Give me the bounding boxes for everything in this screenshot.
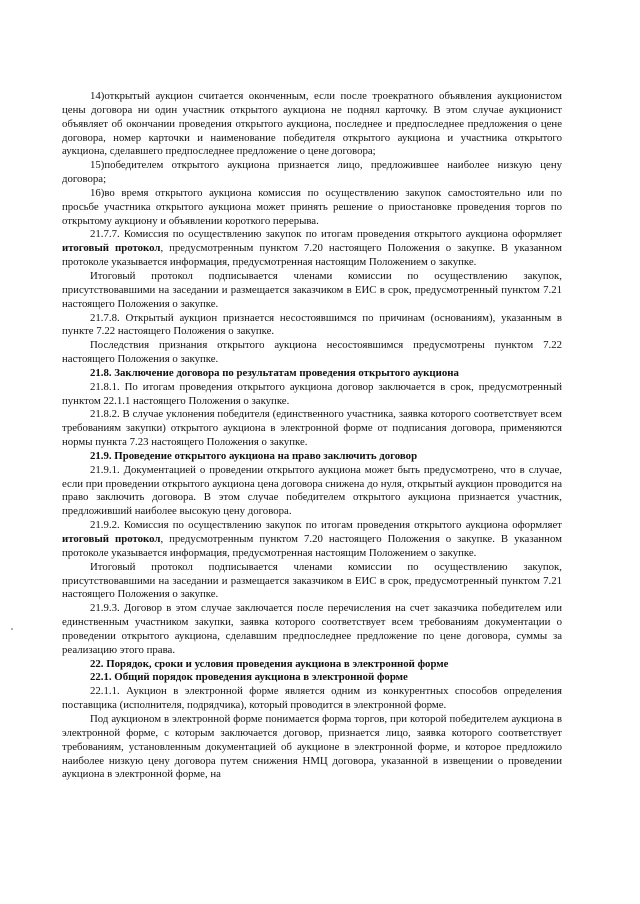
text-run: 21.9.2. Комиссия по осуществлению закупок по итогам проведения открытого аукциона оформляет xyxy=(90,519,562,532)
paragraph-21-7-7 xyxy=(62,228,562,270)
paragraph-21-7-8: 21.7.8. Открытый аукцион признается несостоявшимся по причинам (основаниям), указанным в пункте 7.22 настоящего Положения о закупке. xyxy=(62,311,562,338)
paragraph-16: 16)во время открытого аукциона комиссия по осуществлению закупок самостоятельно или по просьбе участника открытого аукциона может принять решение о приостановке проведения торгов по открытому аукциону и объявлении короткого перерыва. xyxy=(62,186,562,227)
paragraph-consequences: Последствия признания открытого аукциона несостоявшимся предусмотрены пунктом 7.22 настоящего Положения о закупке. xyxy=(62,339,562,366)
paragraph-21-8-2: 21.8.2. В случае уклонения победителя (единственного участника, заявка которого соответствует всем требованиям закупки) открытого аукциона в электронной форме от подписания договора, применяются нормы пункта 7.23 настоящего Положения о закупке. xyxy=(62,408,562,449)
text-run: , предусмотренным пунктом 7.20 настоящего Положения о закупке. В указанном протоколе указывается информация, предусмотренная настоящим Положением о закупке. xyxy=(62,533,562,559)
scan-speck xyxy=(11,628,13,630)
paragraph-22-1-1: 22.1.1. Аукцион в электронной форме является одним из конкурентных способов определения поставщика (исполнителя, подрядчика), который проводится в электронной форме. xyxy=(62,685,562,712)
text-run: , предусмотренным пунктом 7.20 настоящего Положения о закупке. В указанном протоколе указывается информация, предусмотренная настоящим Положением о закупке. xyxy=(62,242,562,269)
paragraph-15: 15)победителем открытого аукциона признается лицо, предложившее наиболее низкую цену договора; xyxy=(62,159,562,186)
heading-21-8: 21.8. Заключение договора по результатам проведения открытого аукциона xyxy=(90,366,459,379)
paragraph-14: 14)открытый аукцион считается оконченным, если после троекратного объявления аукционистом цены договора ни один участник открытого аукциона не поднял карточку. В этом случае аукционист объявляет об окончании проведения открытого аукциона, последнее и предпоследнее предложения о цене договора, номер карточки и наименование победителя открытого аукциона и участника открытого аукциона, сделавшего предпоследнее предложение о цене договора; xyxy=(62,90,562,158)
paragraph-final-protocol-2: Итоговый протокол подписывается членами комиссии по осуществлению закупок, присутствовавшими на заседании и размещается заказчиком в ЕИС в срок, предусмотренный пунктом 7.21 настоящего Положения о закупке. xyxy=(62,560,562,601)
paragraph-21-9-1: 21.9.1. Документацией о проведении открытого аукциона может быть предусмотрено, что в случае, если при проведении открытого аукциона цена договора снижена до нуля, открытый аукцион проводится на право заключить договора. В этом случае победителем открытого аукциона признается участник, предложивший наиболее высокую цену договора. xyxy=(62,463,562,518)
paragraph-final-protocol: Итоговый протокол подписывается членами комиссии по осуществлению закупок, присутствовавшими на заседании и размещается заказчиком в ЕИС в срок, предусмотренный пунктом 7.21 настоящего Положения о закупке. xyxy=(62,269,562,310)
heading-22-1: 22.1. Общий порядок проведения аукциона в электронной форме xyxy=(90,671,408,684)
bold-term: итоговый протокол xyxy=(62,533,161,545)
text-run: 21.7.7. Комиссия по осуществлению закупок по итогам проведения открытого аукциона оформляет xyxy=(90,228,562,241)
heading-21-9: 21.9. Проведение открытого аукциона на право заключить договор xyxy=(90,449,418,462)
paragraph-21-8-1: 21.8.1. По итогам проведения открытого аукциона договор заключается в срок, предусмотренный пунктом 22.1.1 настоящего Положения о закупке. xyxy=(62,380,562,407)
document-body xyxy=(62,90,562,782)
heading-22: 22. Порядок, сроки и условия проведения аукциона в электронной форме xyxy=(90,657,449,670)
paragraph-auction-definition: Под аукционом в электронной форме понимается форма торгов, при которой победителем аукциона в электронной форме, с которым заключается договор, признается лицо, заявка которого соответствует требованиям, установленным документацией об аукционе в электронной форме, и которое предложило наиболее низкую цену договора путем снижения НМЦ договора, указанной в извещении о проведении аукциона в электронной форме, на xyxy=(62,712,562,781)
paragraph-21-9-2 xyxy=(62,519,562,561)
paragraph-21-9-3: 21.9.3. Договор в этом случае заключается после перечисления на счет заказчика победителем или единственным участником закупки, заявка которого соответствует всем требованиям документации о проведении открытого аукциона, сделавшим предпоследнее предложение по цене договора, суммы за реализацию этого права. xyxy=(62,602,562,656)
bold-term: итоговый протокол xyxy=(62,242,161,255)
